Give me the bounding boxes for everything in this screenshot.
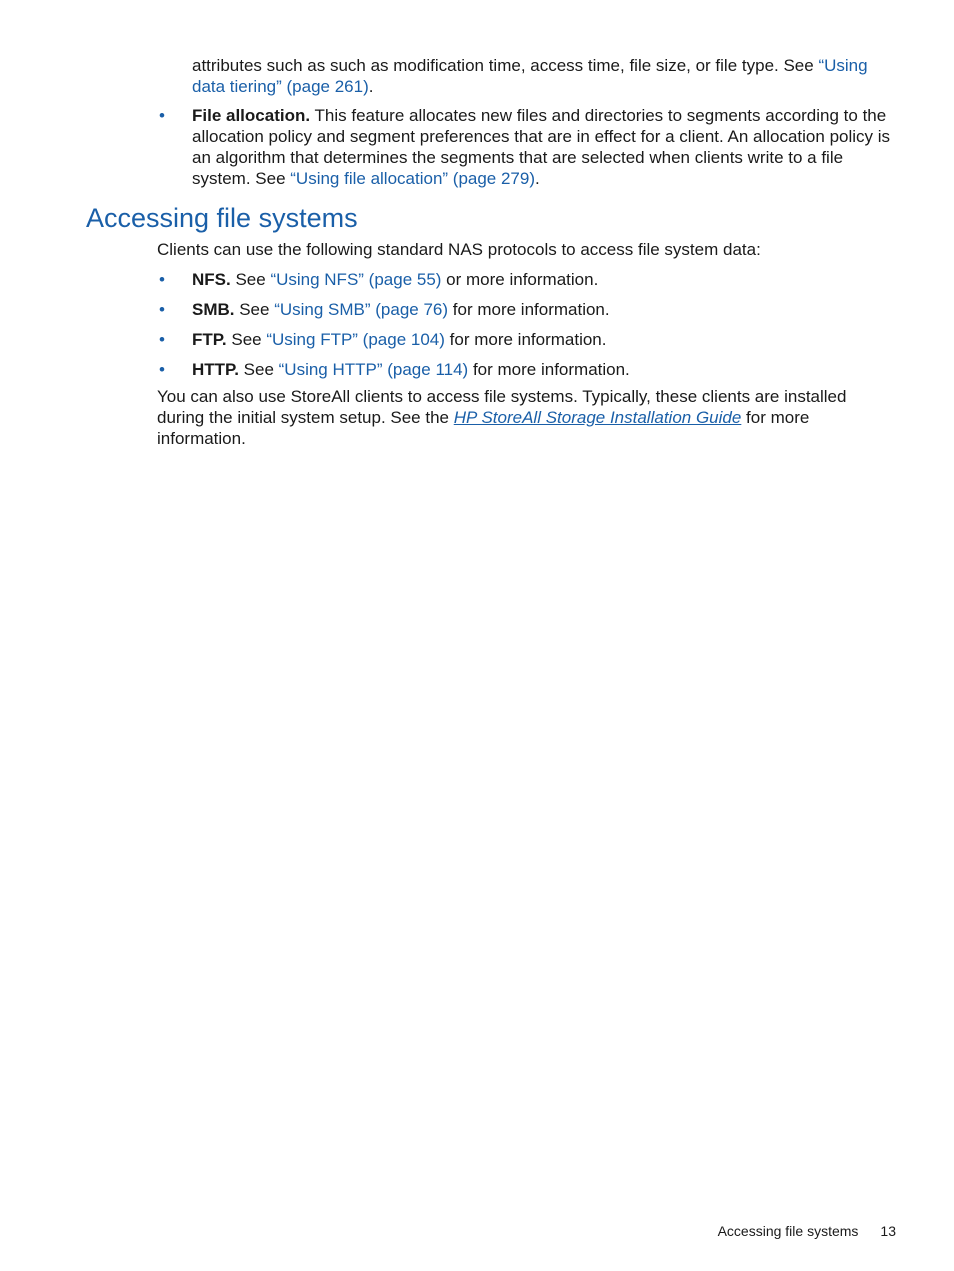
protocol-tail: for more information. [468, 360, 630, 379]
page-footer [0, 1222, 896, 1240]
protocol-term: FTP. [192, 330, 227, 349]
bullet-dot-icon: • [159, 300, 165, 319]
section-heading: Accessing file systems [86, 203, 358, 233]
bullet-smb [157, 299, 897, 320]
xref-smb-link[interactable]: “Using SMB” (page 76) [274, 300, 449, 319]
protocol-term: HTTP. [192, 360, 239, 379]
protocol-bullet-list [157, 269, 897, 380]
xref-data-tiering-link[interactable]: “Using data tiering” (page 261) [192, 56, 868, 96]
footer-section-title: Accessing file systems [717, 1223, 859, 1239]
protocol-tail: for more information. [448, 300, 610, 319]
section-intro: Clients can use the following standard NAS protocols to access file system data: [157, 240, 761, 259]
protocol-term: NFS. [192, 270, 231, 289]
protocol-see: See [238, 360, 279, 379]
bullet-dot-icon: • [159, 330, 165, 349]
bullet-ftp [157, 329, 897, 350]
bullet-nfs [157, 269, 897, 290]
continuation-paragraph [192, 55, 882, 97]
protocol-see: See [234, 300, 275, 319]
protocol-see: See [230, 270, 271, 289]
continuation-end: . [368, 77, 374, 96]
bullet-dot-icon: • [159, 360, 165, 379]
xref-ftp-link[interactable]: “Using FTP” (page 104) [266, 330, 445, 349]
closing-tail: for more information. [157, 408, 810, 448]
bullet-http [157, 359, 897, 380]
xref-http-link[interactable]: “Using HTTP” (page 114) [278, 360, 469, 379]
page-number: 13 [880, 1223, 896, 1239]
closing-paragraph [157, 386, 897, 449]
protocol-see: See [226, 330, 267, 349]
bullet-end: . [535, 169, 540, 188]
bullet-text: This feature allocates new files and directories to segments according to the allocation policy and segment preferences that are in effect for a client. An allocation policy is an algorithm that determines the segments that are selected when clients write to a file system. See [192, 106, 891, 188]
continuation-text: attributes such as such as modification time, access time, file size, or file type. See [192, 56, 819, 75]
feature-bullet-list [157, 105, 897, 189]
protocol-tail: for more information. [444, 330, 607, 349]
protocol-term: SMB. [192, 300, 235, 319]
bullet-file-allocation [157, 105, 897, 189]
xref-file-allocation-link[interactable]: “Using file allocation” (page 279) [290, 169, 536, 188]
protocol-tail: or more information. [441, 270, 599, 289]
installation-guide-link[interactable]: HP StoreAll Storage Installation Guide [453, 408, 742, 427]
closing-text: You can also use StoreAll clients to access file systems. Typically, these clients are installed during the initial system setup. See the [157, 387, 847, 427]
xref-nfs-link[interactable]: “Using NFS” (page 55) [270, 270, 442, 289]
bullet-term: File allocation. [192, 106, 311, 125]
bullet-dot-icon: • [159, 106, 165, 125]
bullet-dot-icon: • [159, 270, 165, 289]
